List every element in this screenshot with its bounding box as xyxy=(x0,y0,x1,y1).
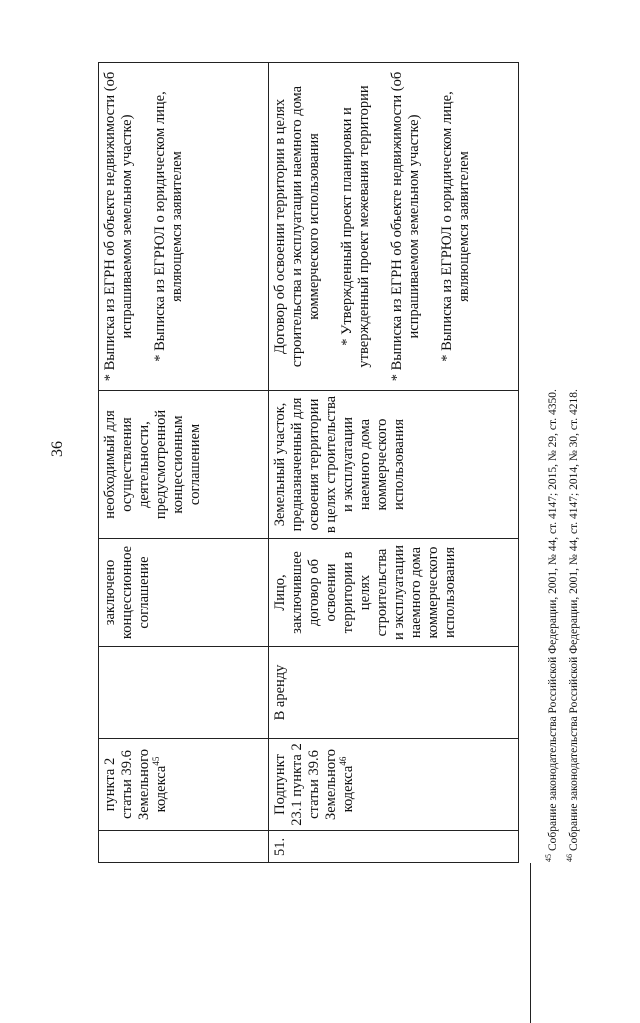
table-row-continued xyxy=(99,63,269,863)
document-item: * Выписка из ЕГРН об объекте недвижимости (об испрашиваемом земельном участке) xyxy=(102,71,135,382)
legal-basis-text: Подпункт 23.1 пункта 2 статьи 39.6 Земельного кодекса xyxy=(272,743,356,826)
page-number: 36 xyxy=(49,441,66,457)
footnote xyxy=(565,62,580,862)
land-purpose-cell: Земельный участок, предназначенный для освоения территории в целях строительства и эксплуатации наемного дома коммерческого использования xyxy=(269,391,519,539)
footnote-ref: 46 xyxy=(338,756,349,766)
footnote xyxy=(544,62,559,862)
footnote-number: 46 xyxy=(565,854,575,862)
document-item: Договор об освоении территории в целях строительства и эксплуатации наемного дома коммерческого использования xyxy=(272,85,322,368)
condition-cell xyxy=(99,647,269,739)
land-grounds-table xyxy=(98,62,519,863)
footnote-number: 45 xyxy=(544,854,554,862)
footnote-text: Собрание законодательства Российской Федерации, 2001, № 44, ст. 4147; 2015, № 29, ст. 4350. xyxy=(547,389,559,851)
legal-basis-cell xyxy=(269,739,519,831)
land-purpose-cell: необходимый для осуществления деятельности, предусмотренной концессионным соглашением xyxy=(99,391,269,539)
footnote-text: Собрание законодательства Российской Федерации, 2001, № 44, ст. 4147; 2014, № 30, ст. 4218. xyxy=(568,389,580,851)
row-number-cell: 51. xyxy=(269,831,519,863)
condition-cell: В аренду xyxy=(269,647,519,739)
footnote-separator xyxy=(530,863,531,1023)
document-item: * Выписка из ЕГРН об объекте недвижимости (об испрашиваемом земельном участке) xyxy=(389,71,422,382)
documents-cell xyxy=(269,63,519,391)
row-number-cell xyxy=(99,831,269,863)
document-item: * Утвержденный проект планировки и утвержденный проект межевания территории xyxy=(339,85,372,368)
footnote-ref: 45 xyxy=(151,756,162,766)
rotated-table-container xyxy=(98,63,518,863)
legal-basis-cell xyxy=(99,739,269,831)
document-item: * Выписка из ЕГРЮЛ о юридическом лице, являющемся заявителем xyxy=(439,91,472,362)
table-row-51 xyxy=(269,63,519,863)
document-item: * Выписка из ЕГРЮЛ о юридическом лице, являющемся заявителем xyxy=(152,91,185,362)
applicant-cell: заключено концессионное соглашение xyxy=(99,539,269,647)
legal-basis-text: пункта 2 статьи 39.6 Земельного кодекса xyxy=(102,749,169,821)
applicant-cell: Лицо, заключившее договор об освоении территории в целях строительства и эксплуатации наемного дома коммерческого использования xyxy=(269,539,519,647)
documents-cell xyxy=(99,63,269,391)
